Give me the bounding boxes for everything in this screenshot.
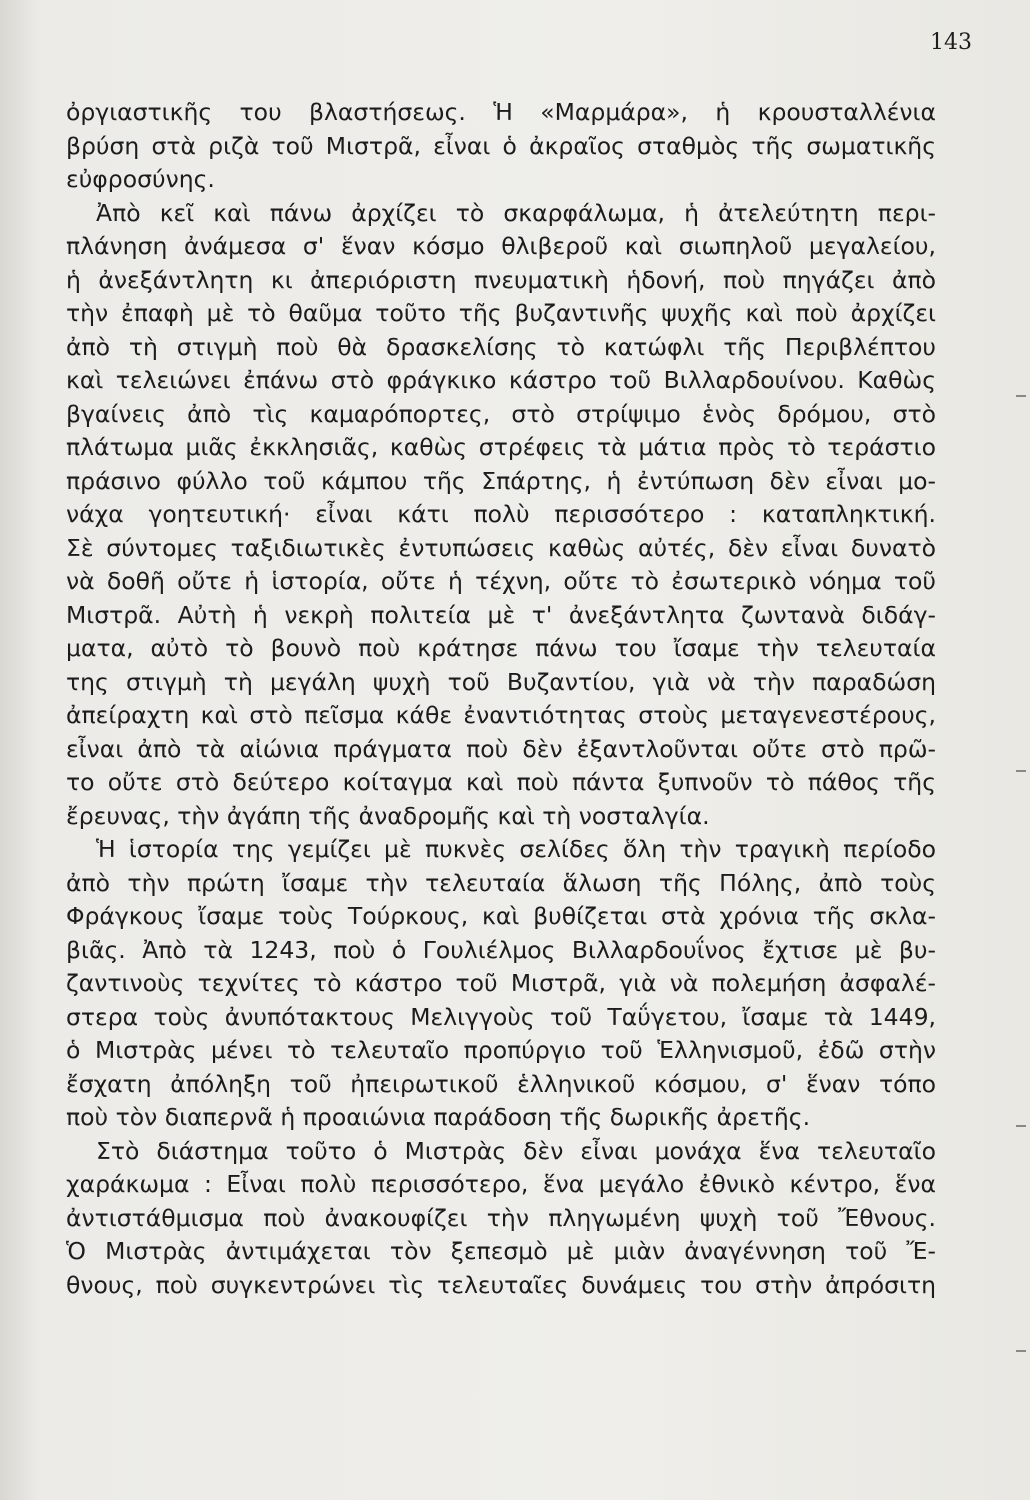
- text-line: ποὺ τὸν διαπερνᾶ ἡ προαιώνια παράδοση τῆς δωρικῆς ἀρετῆς.: [66, 1103, 811, 1131]
- text-line: ὁ Μιστρὰς μένει τὸ τελευταῖο προπύργιο τοῦ Ἑλληνισμοῦ, ἐδῶ στὴν: [66, 1036, 936, 1064]
- text-line: Φράγκους ἴσαμε τοὺς Τούρκους, καὶ βυθίζεται στὰ χρόνια τῆς σκλα-: [66, 902, 936, 930]
- text-line: ἀπὸ τὴ στιγμὴ ποὺ θὰ δρασκελίσης τὸ κατώφλι τῆς Περιβλέπτου: [66, 332, 936, 361]
- text-line: βγαίνεις ἀπὸ τὶς καμαρόπορτες, στὸ στρίψιμο ἑνὸς δρόμου, στὸ: [66, 399, 936, 428]
- text-line: ματα, αὐτὸ τὸ βουνὸ ποὺ κράτησε πάνω του ἴσαμε τὴν τελευταία: [66, 634, 936, 662]
- text-line: τὴν ἐπαφὴ μὲ τὸ θαῦμα τοῦτο τῆς βυζαντινῆς ψυχῆς καὶ ποὺ ἀρχίζει: [66, 299, 936, 327]
- text-line: Στὸ διάστημα τοῦτο ὁ Μιστρὰς δὲν εἶναι μονάχα ἕνα τελευταῖο: [96, 1136, 936, 1165]
- text-line: ζαντινοὺς τεχνίτες τὸ κάστρο τοῦ Μιστρᾶ, γιὰ νὰ πολεμήση ἀσφαλέ-: [66, 969, 936, 997]
- bleed-through-mark: [1016, 1125, 1026, 1127]
- text-line: πλάτωμα μιᾶς ἐκκλησιᾶς, καθὼς στρέφεις τὰ μάτια πρὸς τὸ τεράστιο: [66, 433, 936, 461]
- text-line: στερα τοὺς ἀνυπότακτους Μελιγγοὺς τοῦ Ταΰγετου, ἴσαμε τὰ 1449,: [66, 1002, 936, 1031]
- text-line: βιᾶς. Ἀπὸ τὰ 1243, ποὺ ὁ Γουλιέλμος Βιλλαρδουΐνος ἔχτισε μὲ βυ-: [66, 935, 936, 964]
- text-line: ἀπείραχτη καὶ στὸ πεῖσμα κάθε ἐναντιότητας στοὺς μεταγενεστέρους,: [66, 701, 936, 729]
- text-line: Ἀπὸ κεῖ καὶ πάνω ἀρχίζει τὸ σκαρφάλωμα, ἡ ἀτελεύτητη περι-: [96, 198, 936, 227]
- text-line: το οὔτε στὸ δεύτερο κοίταγμα καὶ ποὺ πάντα ξυπνοῦν τὸ πάθος τῆς: [66, 768, 936, 796]
- text-line: νὰ δοθῆ οὔτε ἡ ἱστορία, οὔτε ἡ τέχνη, οὔτε τὸ ἐσωτερικὸ νόημα τοῦ: [66, 567, 936, 595]
- bleed-through-mark: [1016, 395, 1026, 397]
- text-line: ἀπὸ τὴν πρώτη ἴσαμε τὴν τελευταία ἅλωση τῆς Πόλης, ἀπὸ τοὺς: [66, 868, 936, 897]
- text-line: Ἡ ἱστορία της γεμίζει μὲ πυκνὲς σελίδες ὅλη τὴν τραγικὴ περίοδο: [96, 835, 936, 863]
- bleed-through-mark: [1016, 770, 1026, 772]
- text-line: ὀργιαστικῆς του βλαστήσεως. Ἡ «Μαρμάρα», ἡ κρουσταλλένια: [66, 98, 936, 126]
- text-line: ἔσχατη ἀπόληξη τοῦ ἠπειρωτικοῦ ἑλληνικοῦ κόσμου, σ' ἕναν τόπο: [66, 1069, 936, 1098]
- text-line: της στιγμὴ τὴ μεγάλη ψυχὴ τοῦ Βυζαντίου, γιὰ νὰ τὴν παραδώση: [66, 667, 936, 696]
- text-line: πλάνηση ἀνάμεσα σ' ἕναν κόσμο θλιβεροῦ καὶ σιωπηλοῦ μεγαλείου,: [66, 232, 936, 260]
- text-line: εὐφροσύνης.: [66, 165, 215, 193]
- text-line: Σὲ σύντομες ταξιδιωτικὲς ἐντυπώσεις καθὼς αὐτές, δὲν εἶναι δυνατὸ: [66, 533, 936, 562]
- text-line: νάχα γοητευτική· εἶναι κάτι πολὺ περισσότερο : καταπληκτική.: [66, 500, 936, 528]
- body-text: [66, 96, 936, 1302]
- text-line: ἀντιστάθμισμα ποὺ ἀνακουφίζει τὴν πληγωμένη ψυχὴ τοῦ Ἔθνους.: [66, 1203, 936, 1232]
- text-line: ἔρευνας, τὴν ἀγάπη τῆς ἀναδρομῆς καὶ τὴ νοσταλγία.: [66, 801, 710, 830]
- text-line: Ὁ Μιστρὰς ἀντιμάχεται τὸν ξεπεσμὸ μὲ μιὰν ἀναγέννηση τοῦ Ἔ-: [66, 1237, 936, 1265]
- text-line: εἶναι ἀπὸ τὰ αἰώνια πράγματα ποὺ δὲν ἐξαντλοῦνται οὔτε στὸ πρῶ-: [66, 734, 936, 763]
- text-line: Μιστρᾶ. Αὐτὴ ἡ νεκρὴ πολιτεία μὲ τ' ἀνεξάντλητα ζωντανὰ διδάγ-: [66, 600, 936, 629]
- text-line: βρύση στὰ ριζὰ τοῦ Μιστρᾶ, εἶναι ὁ ἀκραῖος σταθμὸς τῆς σωματικῆς: [66, 131, 936, 160]
- text-line: καὶ τελειώνει ἐπάνω στὸ φράγκικο κάστρο τοῦ Βιλλαρδουίνου. Καθὼς: [66, 366, 936, 394]
- text-line: ἡ ἀνεξάντλητη κι ἀπεριόριστη πνευματικὴ ἡδονή, ποὺ πηγάζει ἀπὸ: [66, 265, 936, 294]
- text-line: χαράκωμα : Εἶναι πολὺ περισσότερο, ἕνα μεγάλο ἐθνικὸ κέντρο, ἕνα: [66, 1170, 936, 1198]
- text-line: θνους, ποὺ συγκεντρώνει τὶς τελευταῖες δυνάμεις του στὴν ἀπρόσιτη: [66, 1270, 936, 1299]
- text-line: πράσινο φύλλο τοῦ κάμπου τῆς Σπάρτης, ἡ ἐντύπωση δὲν εἶναι μο-: [66, 466, 936, 495]
- bleed-through-mark: [1016, 1350, 1026, 1352]
- page-number: 143: [930, 30, 972, 55]
